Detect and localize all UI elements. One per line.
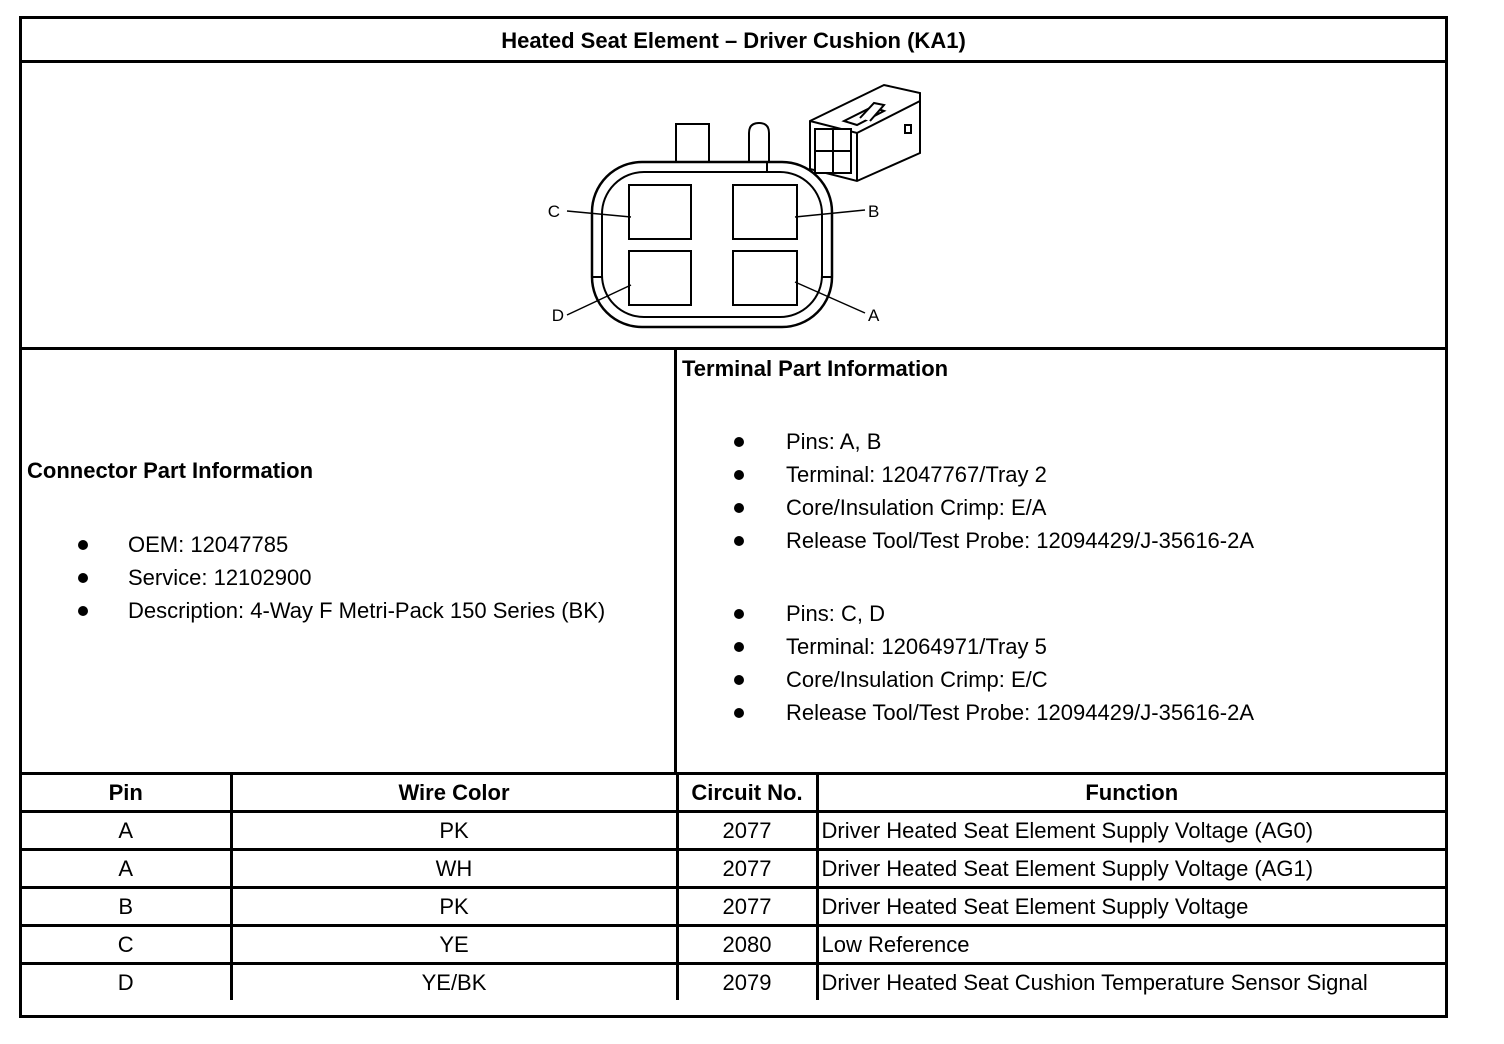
terminal-info-item: Pins: C, D — [680, 597, 1254, 630]
pin-table — [22, 772, 1445, 1000]
cell-function: Driver Heated Seat Element Supply Voltage (AG0) — [817, 812, 1445, 850]
pin-label-b: B — [868, 202, 880, 221]
table-row — [22, 850, 1445, 888]
cell-wire-color: WH — [231, 850, 677, 888]
cavity-c — [629, 185, 691, 239]
connector-info-item: OEM: 12047785 — [22, 528, 605, 561]
connector-diagram — [22, 63, 1445, 349]
table-row — [22, 926, 1445, 964]
terminal-info-item: Core/Insulation Crimp: E/C — [680, 663, 1254, 696]
connector-isometric-icon — [810, 85, 920, 181]
pin-label-a: A — [868, 306, 880, 325]
connector-sheet — [19, 16, 1448, 1018]
cell-function: Low Reference — [817, 926, 1445, 964]
pin-label-c: C — [547, 202, 560, 221]
terminal-info-item: Terminal: 12047767/Tray 2 — [680, 458, 1254, 491]
cell-pin: A — [22, 850, 231, 888]
table-row — [22, 812, 1445, 850]
cell-circuit-no: 2080 — [677, 926, 817, 964]
cell-pin: C — [22, 926, 231, 964]
table-header-row — [22, 774, 1445, 812]
cell-wire-color: YE — [231, 926, 677, 964]
cell-function: Driver Heated Seat Element Supply Voltage (AG1) — [817, 850, 1445, 888]
cell-circuit-no: 2077 — [677, 888, 817, 926]
terminal-info-item: Release Tool/Test Probe: 12094429/J-35616-2A — [680, 524, 1254, 557]
cell-pin: B — [22, 888, 231, 926]
cell-pin: A — [22, 812, 231, 850]
cell-wire-color: YE/BK — [231, 964, 677, 1001]
polarizing-key — [749, 123, 769, 166]
cell-circuit-no: 2079 — [677, 964, 817, 1001]
cavity-a — [733, 251, 797, 305]
terminal-info-item: Terminal: 12064971/Tray 5 — [680, 630, 1254, 663]
connector-info-item: Service: 12102900 — [22, 561, 605, 594]
diagram-divider — [22, 347, 1445, 350]
cell-circuit-no: 2077 — [677, 850, 817, 888]
cell-circuit-no: 2077 — [677, 812, 817, 850]
terminal-info-item: Pins: A, B — [680, 425, 1254, 458]
terminal-info-heading: Terminal Part Information — [682, 356, 949, 381]
cell-pin: D — [22, 964, 231, 1001]
terminal-info-list — [680, 425, 1254, 729]
terminal-info-item: Release Tool/Test Probe: 12094429/J-35616-2A — [680, 696, 1254, 729]
header-wire-color: Wire Color — [231, 774, 677, 812]
terminal-info-item: Core/Insulation Crimp: E/A — [680, 491, 1254, 524]
connector-face-drawing — [22, 63, 1445, 349]
pin-label-d: D — [551, 306, 564, 325]
table-row — [22, 964, 1445, 1001]
cavity-b — [733, 185, 797, 239]
cell-function: Driver Heated Seat Cushion Temperature Sensor Signal — [817, 964, 1445, 1001]
list-spacer — [680, 557, 1254, 597]
locking-tab — [676, 124, 709, 166]
table-row — [22, 888, 1445, 926]
header-pin: Pin — [22, 774, 231, 812]
cell-wire-color: PK — [231, 888, 677, 926]
info-column-divider — [674, 350, 677, 772]
cell-function: Driver Heated Seat Element Supply Voltage — [817, 888, 1445, 926]
page-title: Heated Seat Element – Driver Cushion (KA1) — [501, 28, 966, 53]
connector-info-list — [22, 528, 605, 627]
header-circuit-no: Circuit No. — [677, 774, 817, 812]
header-function: Function — [817, 774, 1445, 812]
cavity-d — [629, 251, 691, 305]
cell-wire-color: PK — [231, 812, 677, 850]
connector-info-item: Description: 4-Way F Metri-Pack 150 Series (BK) — [22, 594, 605, 627]
connector-info-heading: Connector Part Information — [27, 458, 314, 483]
